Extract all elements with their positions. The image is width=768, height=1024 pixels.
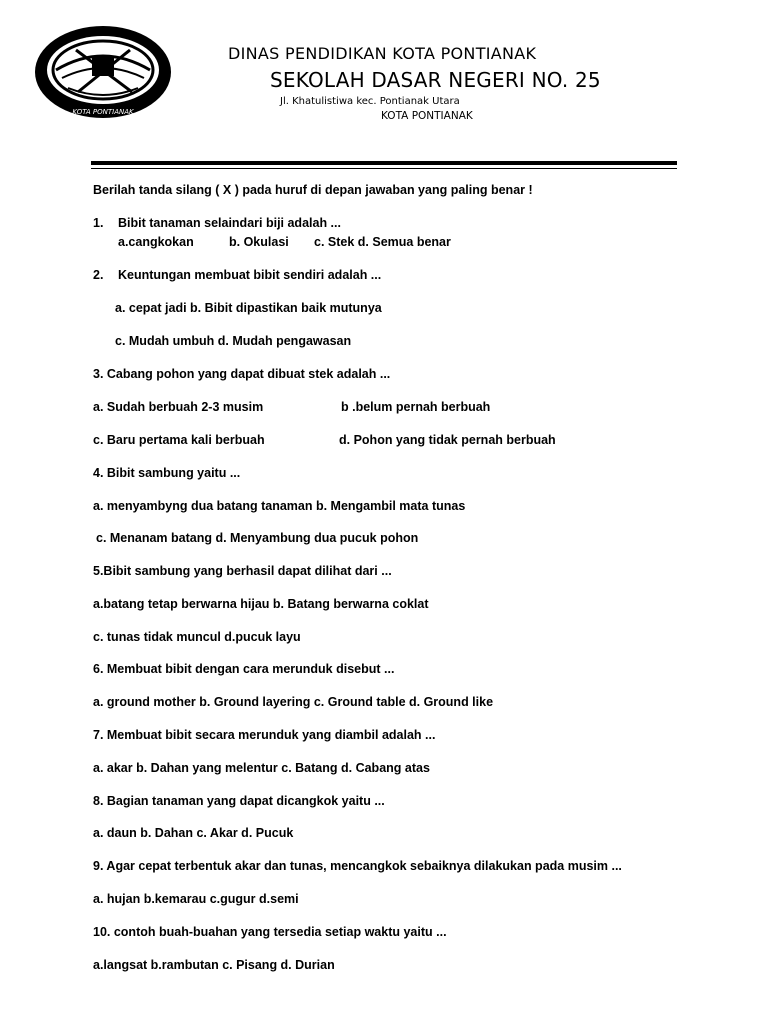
question-2-options-cd: c. Mudah umbuh d. Mudah pengawasan — [115, 334, 352, 348]
kota-pontianak-seal-logo — [32, 22, 174, 122]
question-1-option-a: a.cangkokan — [118, 235, 194, 249]
question-3-text: 3. Cabang pohon yang dapat dibuat stek adalah ... — [93, 367, 391, 381]
question-6-text: 6. Membuat bibit dengan cara merunduk disebut ... — [93, 662, 395, 676]
question-7-options: a. akar b. Dahan yang melentur c. Batang d. Cabang atas — [93, 761, 430, 775]
question-8-text: 8. Bagian tanaman yang dapat dicangkok yaitu ... — [93, 794, 385, 808]
question-8-options: a. daun b. Dahan c. Akar d. Pucuk — [93, 826, 294, 840]
question-2-number: 2. — [93, 268, 104, 282]
question-1-number: 1. — [93, 216, 104, 230]
question-10-text: 10. contoh buah-buahan yang tersedia setiap waktu yaitu ... — [93, 925, 447, 939]
question-5-options-ab: a.batang tetap berwarna hijau b. Batang berwarna coklat — [93, 597, 429, 611]
question-5-text: 5.Bibit sambung yang berhasil dapat dilihat dari ... — [93, 564, 392, 578]
school-name: SEKOLAH DASAR NEGERI NO. 25 — [270, 68, 601, 92]
question-4-text: 4. Bibit sambung yaitu ... — [93, 466, 241, 480]
dinas-heading: DINAS PENDIDIKAN KOTA PONTIANAK — [228, 44, 537, 63]
question-6-options: a. ground mother b. Ground layering c. Ground table d. Ground like — [93, 695, 494, 709]
school-address: Jl. Khatulistiwa kec. Pontianak Utara — [280, 96, 460, 107]
question-4-options-cd: c. Menanam batang d. Menyambung dua pucuk pohon — [96, 531, 419, 545]
question-1-text: Bibit tanaman selaindari biji adalah ... — [118, 216, 341, 230]
svg-text:KOTA PONTIANAK: KOTA PONTIANAK — [72, 108, 134, 116]
question-3-option-c: c. Baru pertama kali berbuah — [93, 433, 265, 447]
question-9-text: 9. Agar cepat terbentuk akar dan tunas, mencangkok sebaiknya dilakukan pada musim ... — [93, 859, 622, 873]
question-3-option-b: b .belum pernah berbuah — [341, 400, 491, 414]
question-10-options: a.langsat b.rambutan c. Pisang d. Durian — [93, 958, 335, 972]
instruction-text: Berilah tanda silang ( X ) pada huruf di depan jawaban yang paling benar ! — [93, 183, 533, 197]
header-rule-thin — [91, 168, 677, 169]
question-2-text: Keuntungan membuat bibit sendiri adalah ... — [118, 268, 382, 282]
header-rule-thick — [91, 161, 677, 165]
school-city: KOTA PONTIANAK — [381, 110, 473, 122]
question-9-options: a. hujan b.kemarau c.gugur d.semi — [93, 892, 299, 906]
question-1-option-cd: c. Stek d. Semua benar — [314, 235, 451, 249]
question-5-options-cd: c. tunas tidak muncul d.pucuk layu — [93, 630, 301, 644]
question-7-text: 7. Membuat bibit secara merunduk yang diambil adalah ... — [93, 728, 436, 742]
question-3-option-d: d. Pohon yang tidak pernah berbuah — [339, 433, 556, 447]
question-2-options-ab: a. cepat jadi b. Bibit dipastikan baik mutunya — [115, 301, 382, 315]
question-3-option-a: a. Sudah berbuah 2-3 musim — [93, 400, 264, 414]
question-4-options-ab: a. menyambyng dua batang tanaman b. Mengambil mata tunas — [93, 499, 466, 513]
question-1-option-b: b. Okulasi — [229, 235, 289, 249]
